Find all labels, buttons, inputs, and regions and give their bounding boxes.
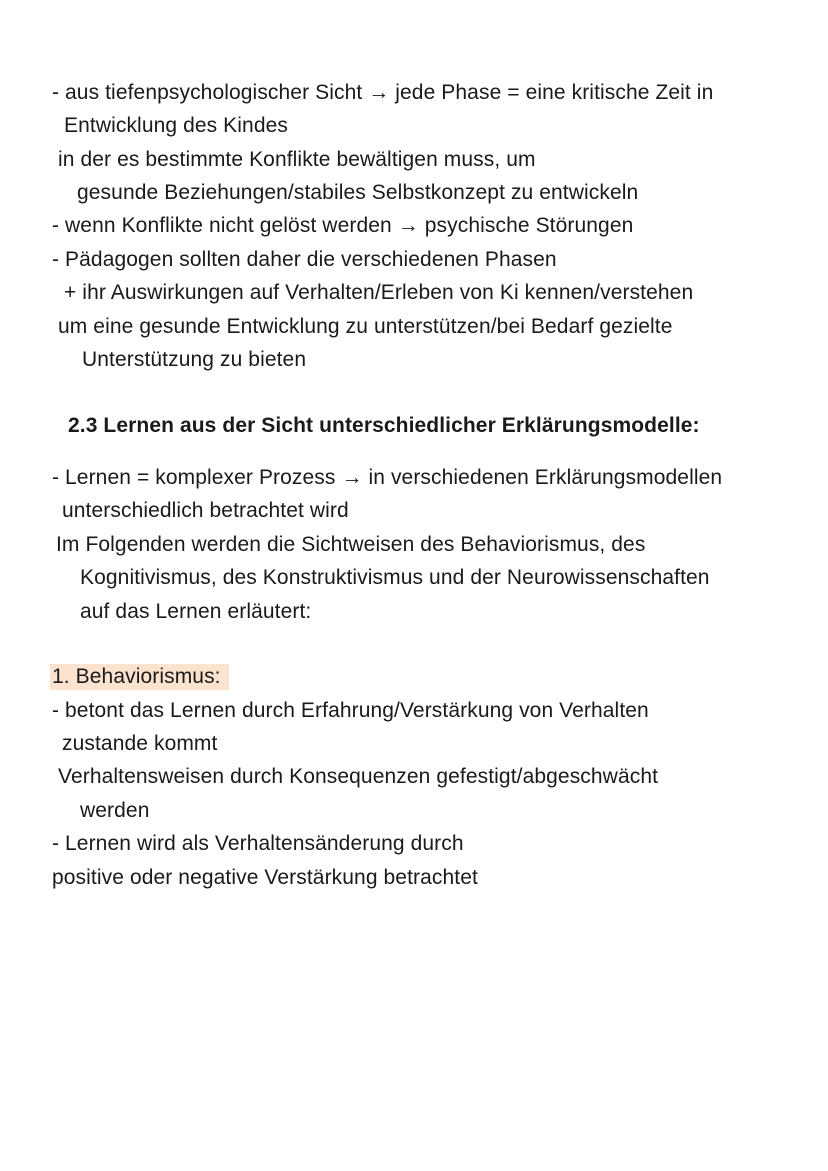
text-line: - Lernen wird als Verhaltensänderung durch <box>52 832 464 855</box>
text-line: - aus tiefenpsychologischer Sicht → jede Phase = eine kritische Zeit in <box>52 81 714 104</box>
text-line: Kognitivismus, des Konstruktivismus und der Neurowissenschaften <box>80 566 710 589</box>
text-line: werden <box>80 799 150 822</box>
text-line: gesunde Beziehungen/stabiles Selbstkonzept zu entwickeln <box>77 181 639 204</box>
text-line: Unterstützung zu bieten <box>82 348 307 371</box>
text-line: positive oder negative Verstärkung betrachtet <box>52 866 478 889</box>
text-line: um eine gesunde Entwicklung zu unterstützen/bei Bedarf gezielte <box>58 315 673 338</box>
text-line: - wenn Konflikte nicht gelöst werden → psychische Störungen <box>52 214 634 237</box>
text-line: - Lernen = komplexer Prozess → in verschiedenen Erklärungsmodellen <box>52 466 723 489</box>
text-line: Im Folgenden werden die Sichtweisen des Behaviorismus, des <box>56 533 646 556</box>
subheading <box>52 663 229 691</box>
text-line: Entwicklung des Kindes <box>64 114 288 137</box>
text-line: in der es bestimmte Konflikte bewältigen muss, um <box>58 148 536 171</box>
text-line: zustande kommt <box>62 732 218 755</box>
section-heading: 2.3 Lernen aus der Sicht unterschiedlicher Erklärungsmodelle: <box>68 414 700 437</box>
text-line: unterschiedlich betrachtet wird <box>62 499 349 522</box>
text-line: Verhaltensweisen durch Konsequenzen gefestigt/abgeschwächt <box>58 765 659 788</box>
text-line: - Pädagogen sollten daher die verschiedenen Phasen <box>52 248 557 271</box>
text-line: auf das Lernen erläutert: <box>80 600 312 623</box>
subheading-highlight: 1. Behaviorismus: <box>50 664 229 690</box>
text-line: + ihr Auswirkungen auf Verhalten/Erleben von Ki kennen/verstehen <box>64 281 694 304</box>
text-line: - betont das Lernen durch Erfahrung/Verstärkung von Verhalten <box>52 699 649 722</box>
